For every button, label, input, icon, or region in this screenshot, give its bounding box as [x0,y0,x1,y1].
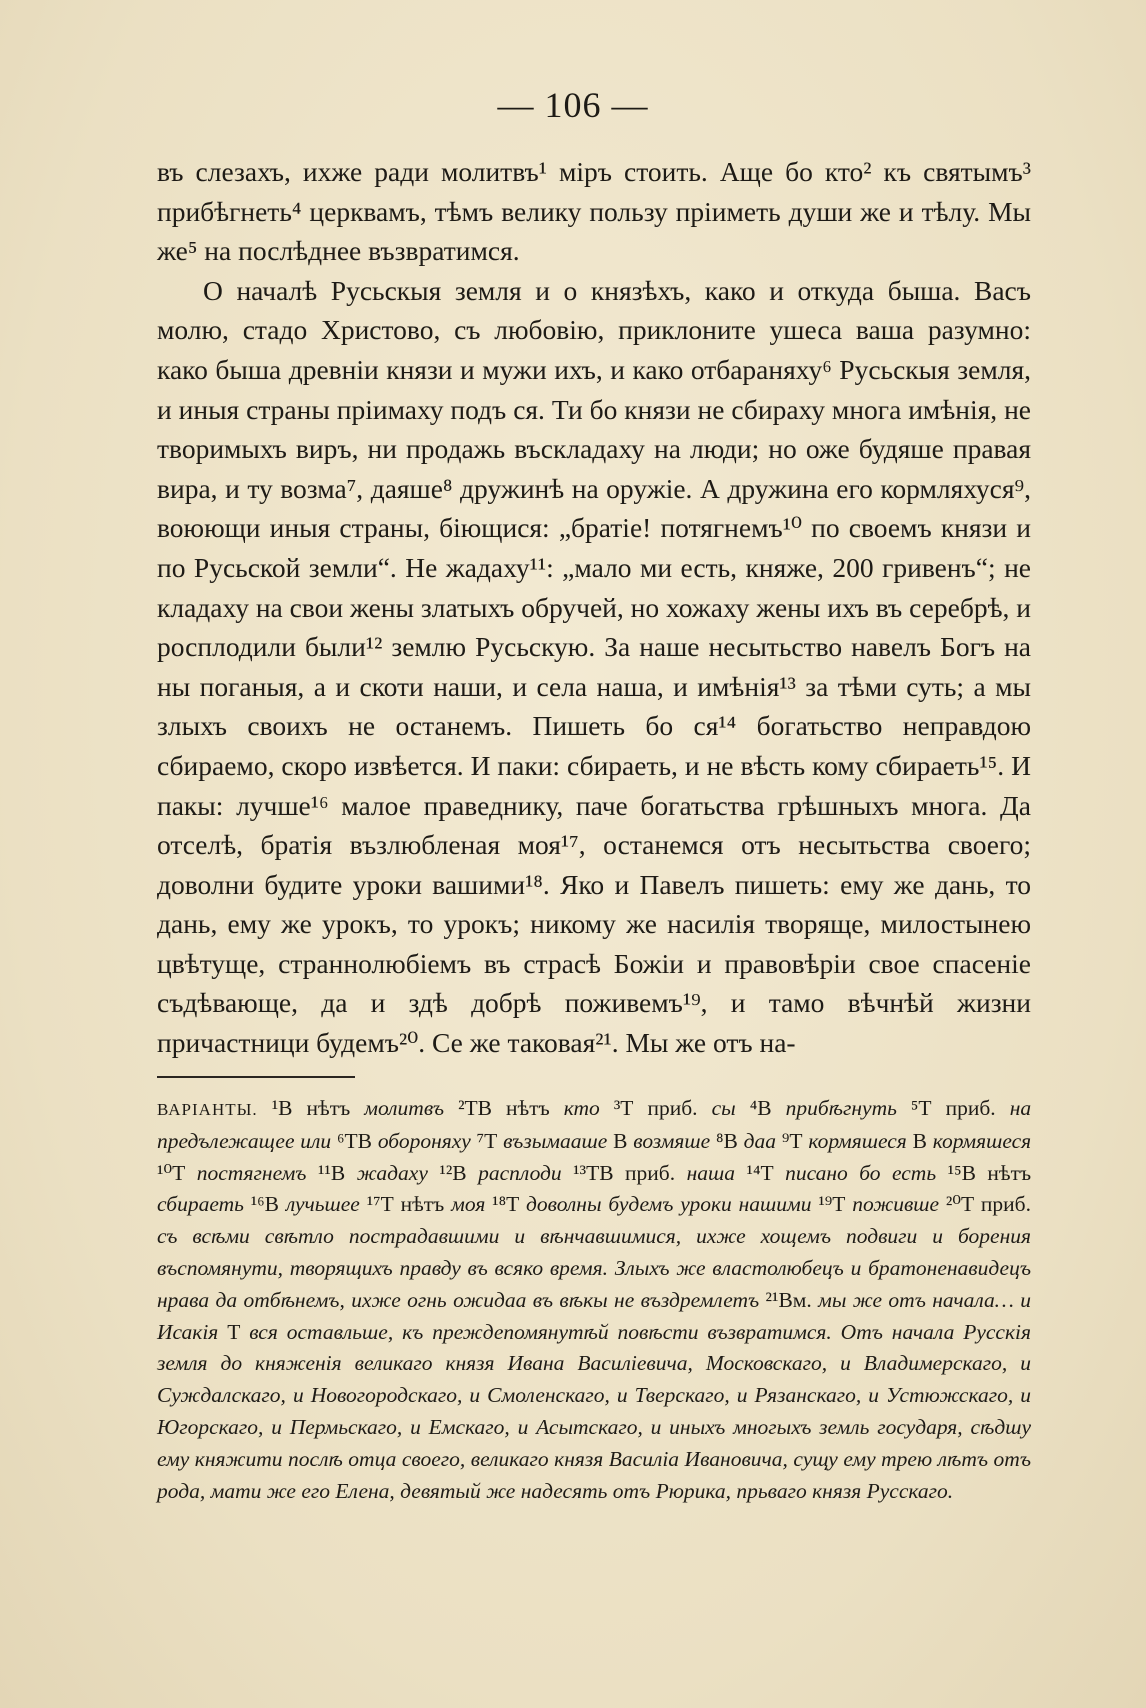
variant-7: ⁷Т [476,1128,498,1153]
variant-6-text: обороняху [377,1128,471,1153]
variant-18: ¹⁸Т [492,1192,520,1217]
variant-18-text: доволны будемъ уроки нашими [526,1192,812,1217]
variant-7b: В [613,1128,628,1153]
variant-10-text: постягнемъ [196,1160,307,1185]
variant-9b: В [912,1128,927,1153]
variant-12-text: расплоди [478,1160,562,1185]
variant-21b: Т [227,1319,241,1344]
footnote-divider [157,1076,355,1078]
variant-4: ⁴В [749,1096,772,1120]
variant-11: ¹¹В [317,1160,346,1185]
variant-12: ¹²В [439,1160,467,1185]
variant-21-text: мы же отъ начала… и Исакія [157,1287,1032,1344]
variant-20-text: съ всѣми свѣтло пострадавшими и вѣнчавшимися, ихже хощемъ подвиги и борения въспомянути, творящихъ правду въ всяко время. Злыхъ же властолюбецъ и братоненавидецъ нрава да отбѣнемъ, ихже огнь ожидаа въ вѣкы не въздремлетъ [157,1224,1031,1312]
variant-9: ⁹Т [781,1128,803,1153]
variant-13: ¹³ТВ приб. [573,1160,676,1185]
variant-16-text: лучьшее [285,1192,360,1217]
paragraph-2: О началѣ Русьскыя земля и о князѣхъ, како и откуда быша. Васъ молю, стадо Христово, съ любовію, приклоните ушеса ваша разумно: како быша древніи князи и мужи ихъ, и како отбараняху⁶ Русьскыя земля, и иныя страны пріимаху подъ ся. Ти бо князи не сбираху многа имѣнія, не творимыхъ виръ, ни продажь въскладаху на люди; но оже будяше правая вира, и ту возма⁷, даяше⁸ дружинѣ на оружіе. А дружина его кормляхуся⁹, воюющи иныя страны, біющися: „братіе! потягнемъ¹⁰ по своемъ князи и по Русьской земли“. Не жадаху¹¹: „мало ми есть, княже, 200 гривенъ“; не кладаху на свои жены златыхъ обручей, но хожаху жены ихъ въ серебрѣ, и росплодили были¹² землю Русьскую. За наше несытьство навелъ Богъ на ны поганыя, а и скоти наши, и села наша, и имѣнія¹³ за тѣми суть; а мы злыхъ своихъ не останемъ. Пишеть бо ся¹⁴ богатьство неправдою сбираемо, скоро извѣется. И паки: сбираеть, и не вѣсть кому сбираеть¹⁵. И пакы: лучше¹⁶ малое праведнику, паче богатьства грѣшныхъ многа. Да отселѣ, братія възлюбленая моя¹⁷, останемся отъ несытьства своего; доволни будите уроки вашими¹⁸. Яко и Павелъ пишеть: ему же дань, то дань, ему же урокъ, то урокъ; никому же насилія творяще, милостынею цвѣтуще, страннолюбіемъ въ страсѣ Божіи и правовѣріи свое спасеніе съдѣвающе, да и здѣ добрѣ поживемъ¹⁹, и тамо вѣчнѣй жизни причастници будемъ²⁰. Се же таковая²¹. Мы же отъ на- [157,274,1031,1059]
variant-17-text: моя [451,1192,486,1217]
variant-8: ⁸В [715,1128,738,1153]
variant-19: ¹⁹Т [818,1192,846,1217]
variant-5: ⁵Т приб. [910,1096,996,1120]
variant-8-text: даа [743,1128,777,1153]
variant-1: ¹В нѣтъ [271,1096,351,1120]
variant-2-text: кто [563,1096,600,1120]
variant-17: ¹⁷Т нѣтъ [366,1192,445,1217]
page-number: — 106 — [497,85,649,125]
variant-20: ²⁰Т приб. [945,1192,1031,1217]
variant-19-text: поживше [852,1192,940,1217]
variant-5-text: на предълежащее или [157,1096,1032,1153]
variant-11-text: жадаху [356,1160,428,1185]
variant-7-text: възымааше [503,1128,608,1153]
variant-10: ¹⁰Т [157,1160,186,1185]
variant-7b-text: возмяше [633,1128,711,1153]
main-text [157,152,1031,1063]
variant-16: ¹⁶В [250,1192,280,1217]
paragraph-1: въ слезахъ, ихже ради молитвъ¹ міръ стоить. Аще бо кто² къ святымъ³ прибѣгнеть⁴ церквамъ, тѣмъ велику пользу пріиметь души же и тѣлу. Мы же⁵ на послѣднее възвратимся. [157,156,1031,267]
variant-15-text: сбираеть [157,1192,244,1217]
variants-footnotes [157,1093,1031,1507]
variant-9b-text: кормяшеся [932,1128,1032,1153]
variant-21: ²¹Вм. [765,1287,812,1312]
variant-1-text: молитвъ [364,1096,445,1120]
variant-14-text: писано бо есть [785,1160,937,1185]
variant-13-text: наша [686,1160,736,1185]
variant-21b-text: вся оставльше, къ преждепомянутѣй повѣсти възвратимся. Отъ начала Русскія земля до княженія великаго князя Ивана Василіевича, Московскаго, и Владимерскаго, и Суждалскаго, и Новогородскаго, и Смоленскаго, и Тверскаго, и Рязанскаго, и Устюжскаго, и Югорскаго, и Пермьскаго, и Емскаго, и Асытскаго, и иныхъ многыхъ земль государя, сѣдшу ему княжити послѣ отца своего, великаго князя Василіа Ивановича, сущу ему трею лѣтъ отъ рода, мати же его Елена, девятый же надесять отъ Рюрика, прьваго князя Русскаго. [157,1319,1032,1503]
variant-9-text: кормяшеся [808,1128,907,1153]
variant-3-text: сы [711,1096,736,1120]
variant-14: ¹⁴Т [746,1160,774,1185]
variant-3: ³Т приб. [613,1096,698,1120]
variants-label: ВАРІАНТЫ. [157,1100,258,1119]
variant-2: ²ТВ нѣтъ [458,1096,550,1120]
variant-15: ¹⁵В нѣтъ [947,1160,1032,1185]
variant-6: ⁶ТВ [337,1128,372,1153]
variant-4-text: прибѣгнуть [785,1096,897,1120]
